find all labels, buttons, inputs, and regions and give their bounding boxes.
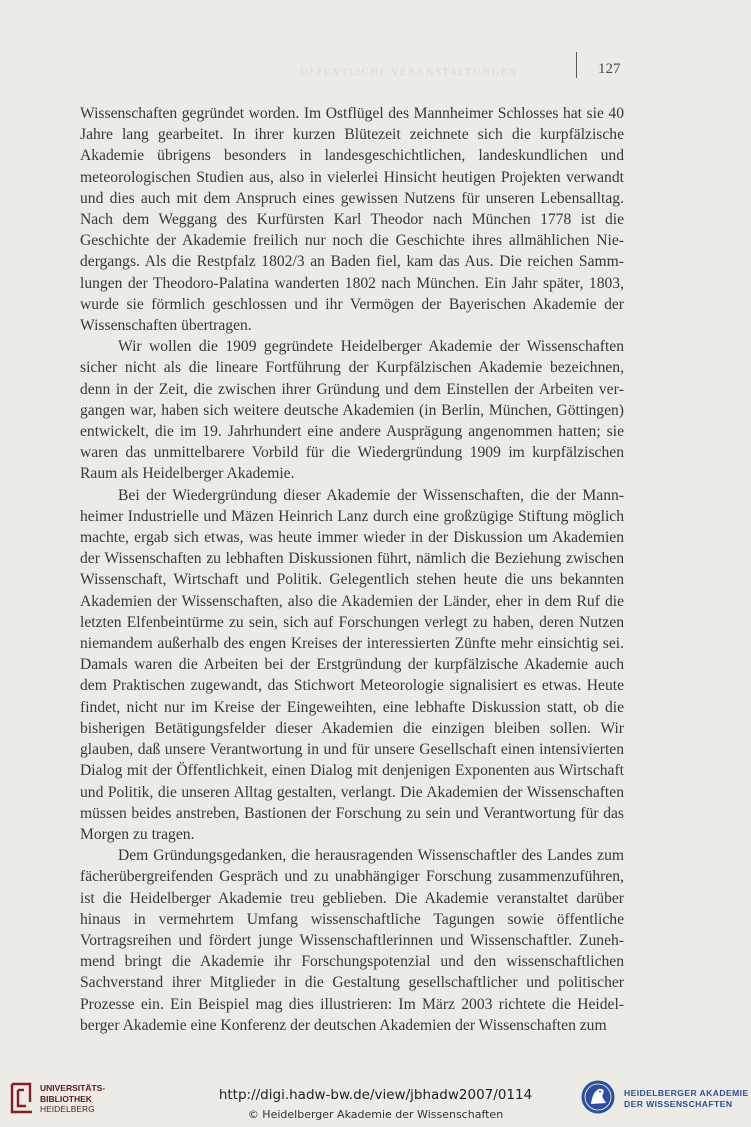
paragraph-3: Bei der Wiedergründung dieser Akademie der Wissenschaften, die der Mannheimer Industrielle und Mäzen Heinrich Lanz durch eine großzügige Stiftung möglich machte, ergab sich etwas, was heute immer wieder in der Diskussion um Akademien der Wissenschaften zu lebhaften Diskussionen führt, nämlich die Beziehung zwischen Wissenschaft, Wirtschaft und Politik. Gelegentlich stehen heute die uns bekannten Akademien der Wissenschaften, also die Akademien der Länder, eher in dem Ruf die letzten Elfenbeintürme zu sein, sich auf Forschungen verlegt zu haben, deren Nutzen niemandem außerhalb des engen Kreises der interessierten Zünfte mehr einsichtig sei. Damals waren die Arbeiten bei der Erstgründung der kurpfälzische Akademie auch dem Praktischen zugewandt, das Stichwort Meteorologie signalisiert es etwas. Heute findet, nicht nur im Kreise der Eingeweihten, eine lebhafte Diskussion statt, ob die bisherigen Betätigungsfelder dieser Akademien die einzigen bleiben sollen. Wir glauben, daß unsere Verantwortung in und für unsere Gesellschaft einen intensivierten Dialog mit der Öffentlichkeit, einen Dialog mit denjenigen Exponenten aus Wirtschaft und Politik, die unseren Alltag gestalten, verlangt. Die Akademien der Wissenschaften müssen beides anstreben, Bastionen der Forschung zu sein und Verantwortung für das Morgen zu tragen. (80, 486, 624, 843)
copyright-notice: © Heidelberger Akademie der Wissenschaften (247, 1108, 504, 1121)
academy-line-2: DER WISSENSCHAFTEN (624, 1099, 733, 1109)
paragraph-2: Wir wollen die 1909 gegründete Heidelberger Akademie der Wissenschaften sicher nicht als die lineare Fortführung der Kurpfälzischen Akademie bezeichnen, denn in der Zeit, die zwischen ihrer Gründung und dem Einstellen der Arbeiten vergangen war, haben sich weitere deutsche Akademien (in Berlin, München, Göttingen) entwickelt, die im 19. Jahrhundert eine andere Ausprägung angenommen hatten; sie waren das unmittelbarere Vorbild für die Wiedergründung 1909 im kurpfälzischen Raum als Heidelberger Akademie. (80, 338, 624, 483)
ub-line-3: HEIDELBERG (40, 1104, 95, 1114)
paragraph-1: Wissenschaften gegründet worden. Im Ostflügel des Mannheimer Schlosses hat sie 40 Jahre lang gearbeitet. In ihrer kurzen Blütezeit zeichnete sich die kurpfälzische Akademie übrigens besonders in landesgeschichtlichen, landeskundlichen und meteorologischen Studien aus, also in vielerlei Hinsicht heutigen Projekten verwandt und dies auch mit dem Anspruch eines gewissen Nutzens für unseren Lebensalltag. Nach dem Weggang des Kurfürsten Karl Theodor nach München 1778 ist die Geschichte der Akademie freilich nur noch die Geschichte ihres allmählichen Niedergangs. Als die Restpfalz 1802/3 an Baden fiel, kam das Aus. Die reichen Sammlungen der Theodoro-Palatina wanderten 1802 nach München. Ein Jahr später, 1803, wurde sie förmlich geschlossen und ihr Vermögen der Bayerischen Akademie der Wissenschaften übertragen. (80, 105, 624, 335)
academy-label (624, 1088, 749, 1110)
running-head: OFFENTLICHE VERANSTALTUNGEN (300, 66, 518, 78)
academy-line-1: HEIDELBERGER AKADEMIE (624, 1088, 749, 1098)
body-text (80, 103, 624, 1036)
paragraph-4: Dem Gründungsgedanken, die herausragenden Wissenschaftler des Landes zum fächerübergreifenden Gespräch und zu unabhängiger Forschung zusammenzuführen, ist die Heidelberger Akademie treu geblieben. Die Akademie veranstaltet darüber hinaus in vermehrtem Umfang wissenschaftliche Tagungen sowie öffentliche Vortragsreihen und fördert junge Wissenschaftlerinnen und Wissenschaftler. Zunehmend bringt die Akademie ihr Forschungspotenzial und den wissenschaftlichen Sachverstand ihrer Mitglieder in die Gestaltung gesellschaftlicher und politischer Prozesse ein. Ein Beispiel mag dies illustrieren: Im März 2003 richtete die Heidelberger Akademie eine Konferenz der deutschen Akademien der Wissenschaften zum (80, 847, 624, 1034)
source-url-link[interactable]: http://digi.hadw-bw.de/view/jbhadw2007/0114 (218, 1087, 533, 1103)
ub-line-2: BIBLIOTHEK (40, 1093, 92, 1104)
header-rule (576, 52, 577, 78)
academy-seal-icon (580, 1079, 616, 1115)
page-number: 127 (598, 61, 621, 77)
ub-line-1: UNIVERSITÄTS- (40, 1083, 106, 1093)
page-header (0, 0, 751, 100)
